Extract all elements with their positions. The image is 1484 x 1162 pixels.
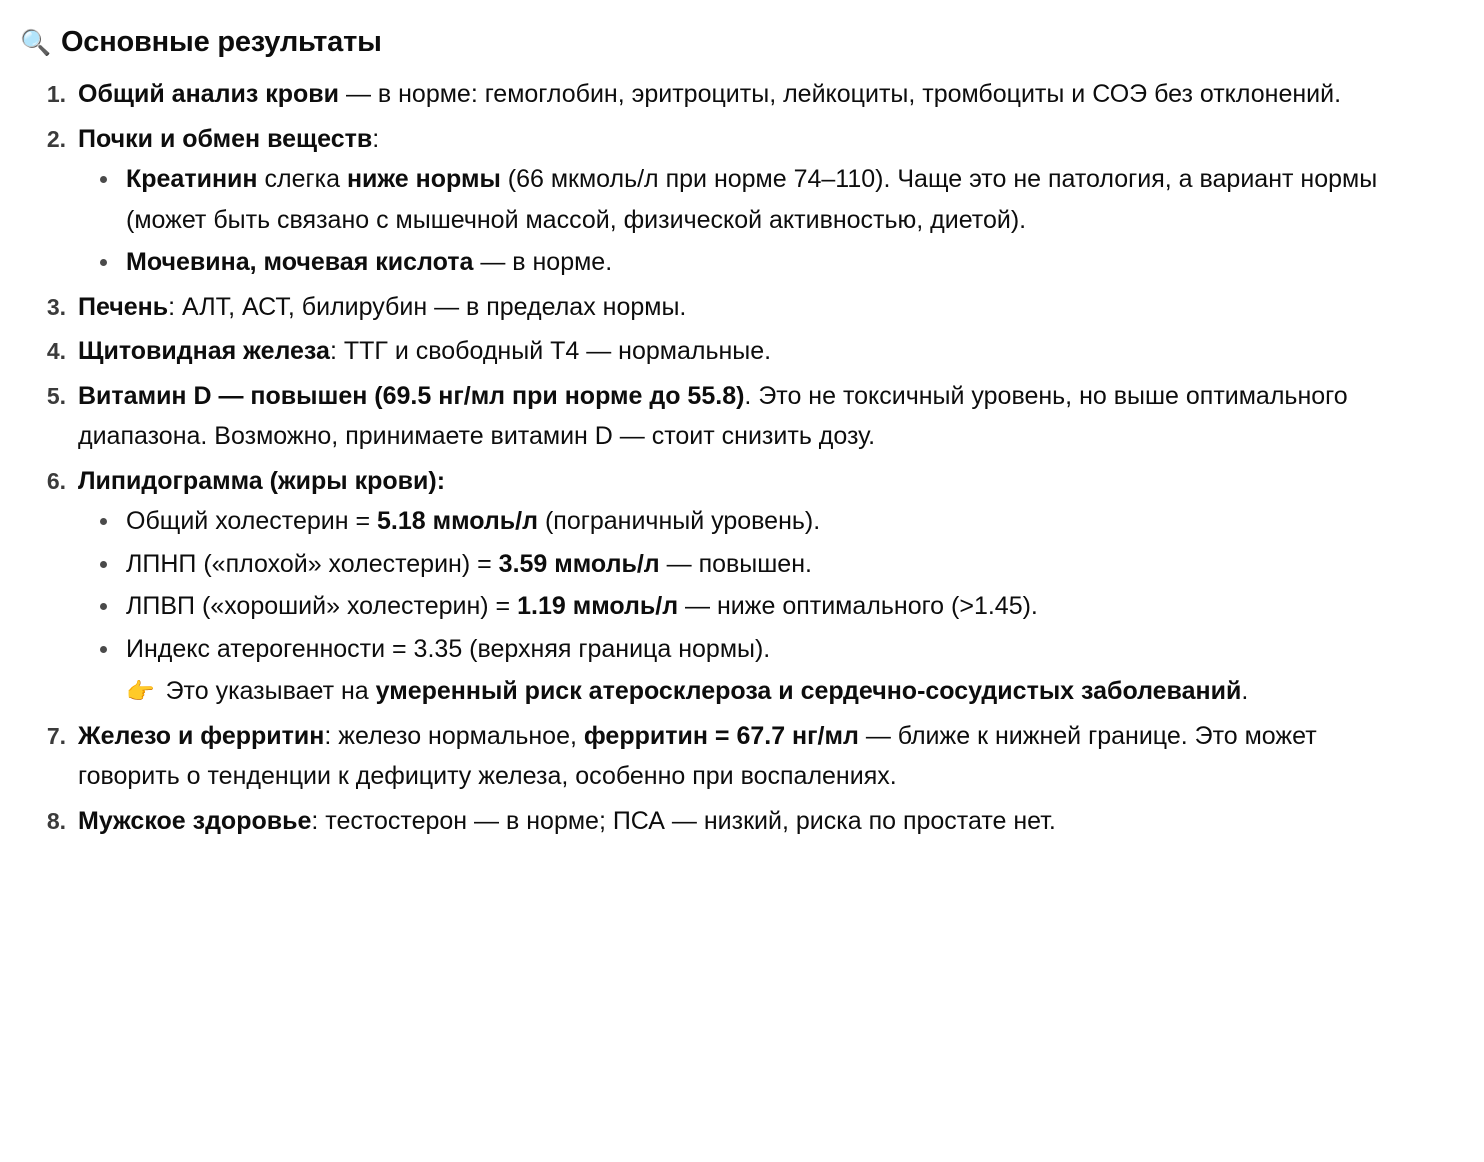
list-item-text (78, 722, 1317, 791)
body-text: . (1241, 677, 1249, 706)
emphasis-text: умеренный риск атеросклероза и сердечно-сосудистых заболеваний (375, 677, 1242, 706)
body-text: Индекс атерогенности = 3.35 (верхняя граница нормы). (126, 634, 771, 663)
body-text: : железо нормальное, (324, 721, 584, 750)
list-item-text (78, 125, 379, 153)
emphasis-text: Общий анализ крови (78, 80, 339, 109)
sub-list (78, 159, 1414, 283)
list-item (20, 331, 1414, 372)
emphasis-text: 3.59 ммоль/л (498, 549, 660, 578)
list-item (20, 716, 1414, 797)
sub-list-item-text (126, 165, 1377, 234)
emphasis-text: 1.19 ммоль/л (517, 592, 679, 621)
list-item (20, 801, 1414, 842)
body-text: — ниже оптимального (>1.45). (678, 592, 1038, 621)
sub-list-item-text (126, 592, 1038, 620)
sub-list-item-text (126, 550, 812, 578)
emphasis-text: Щитовидная железа (78, 337, 330, 366)
body-text: : тестостерон — в норме; ПСА — низкий, риска по простате нет. (311, 806, 1056, 835)
emphasis-text: Липидограмма (жиры крови): (78, 466, 446, 495)
magnifier-icon: 🔍 (20, 28, 51, 57)
results-list (20, 74, 1414, 841)
body-text: Общий холестерин = (126, 507, 378, 536)
list-item-text (78, 807, 1056, 835)
sub-list-item (78, 501, 1414, 542)
body-text: — ближе к нижней границе. Это может говорить о тенденции к дефициту железа, особенно при воспалениях. (78, 721, 1317, 791)
sub-list-item-text (126, 248, 612, 276)
body-text: Это указывает на (158, 677, 376, 706)
emphasis-text: Железо и ферритин (78, 721, 325, 750)
body-text: — повышен. (659, 549, 812, 578)
emphasis-text: 5.18 ммоль/л (377, 507, 539, 536)
body-text: : (372, 124, 380, 153)
sub-list (78, 501, 1414, 712)
emphasis-text: Мужское здоровье (78, 806, 312, 835)
pointing-hand-icon: 👉 (126, 678, 155, 705)
body-text: (пограничный уровень). (538, 507, 821, 536)
list-item-text (78, 80, 1341, 108)
sub-list-item (78, 586, 1414, 627)
sub-list-item (78, 242, 1414, 283)
page-title-text: Основные результаты (60, 26, 382, 58)
body-text: ЛПВП («хороший» холестерин) = (126, 592, 518, 621)
list-item (20, 461, 1414, 712)
page-title (20, 24, 1414, 60)
body-text: : ТТГ и свободный Т4 — нормальные. (329, 337, 772, 366)
sub-list-item (78, 629, 1414, 712)
note-line (126, 671, 1414, 712)
emphasis-text: ниже нормы (346, 165, 501, 194)
sub-list-item (78, 159, 1414, 240)
bottom-spacer (20, 845, 1414, 865)
body-text: . Это не токсичный уровень, но выше оптимального диапазона. Возможно, принимаете витамин D — стоит снизить дозу. (78, 381, 1348, 451)
sub-list-item-text (126, 635, 770, 663)
list-item-text (78, 467, 445, 495)
sub-list-item-text (126, 507, 820, 535)
list-item (20, 74, 1414, 115)
emphasis-text: Печень (78, 292, 169, 321)
list-item (20, 119, 1414, 283)
list-item (20, 287, 1414, 328)
body-text: ЛПНП («плохой» холестерин) = (126, 549, 499, 578)
emphasis-text: Витамин D — повышен (69.5 нг/мл при норме до 55.8) (78, 381, 745, 410)
body-text: слегка (257, 165, 347, 194)
list-item (20, 376, 1414, 457)
emphasis-text: Почки и обмен веществ (78, 124, 373, 153)
body-text: (66 мкмоль/л при норме 74–110). Чаще это не патология, а вариант нормы (может быть связано с мышечной массой, физической активностью, диетой). (126, 165, 1378, 234)
emphasis-text: ферритин = 67.7 нг/мл (583, 721, 859, 750)
body-text: — в норме. (473, 248, 613, 277)
list-item-text (78, 382, 1348, 451)
emphasis-text: Мочевина, мочевая кислота (126, 248, 474, 277)
list-item-text (78, 337, 771, 365)
sub-list-item (78, 544, 1414, 585)
list-item-text (78, 293, 686, 321)
body-text: : АЛТ, АСТ, билирубин — в пределах нормы. (168, 292, 687, 321)
emphasis-text: Креатинин (126, 165, 258, 194)
body-text: — в нормe: гемоглобин, эритроциты, лейкоциты, тромбоциты и СОЭ без отклонений. (339, 80, 1342, 109)
